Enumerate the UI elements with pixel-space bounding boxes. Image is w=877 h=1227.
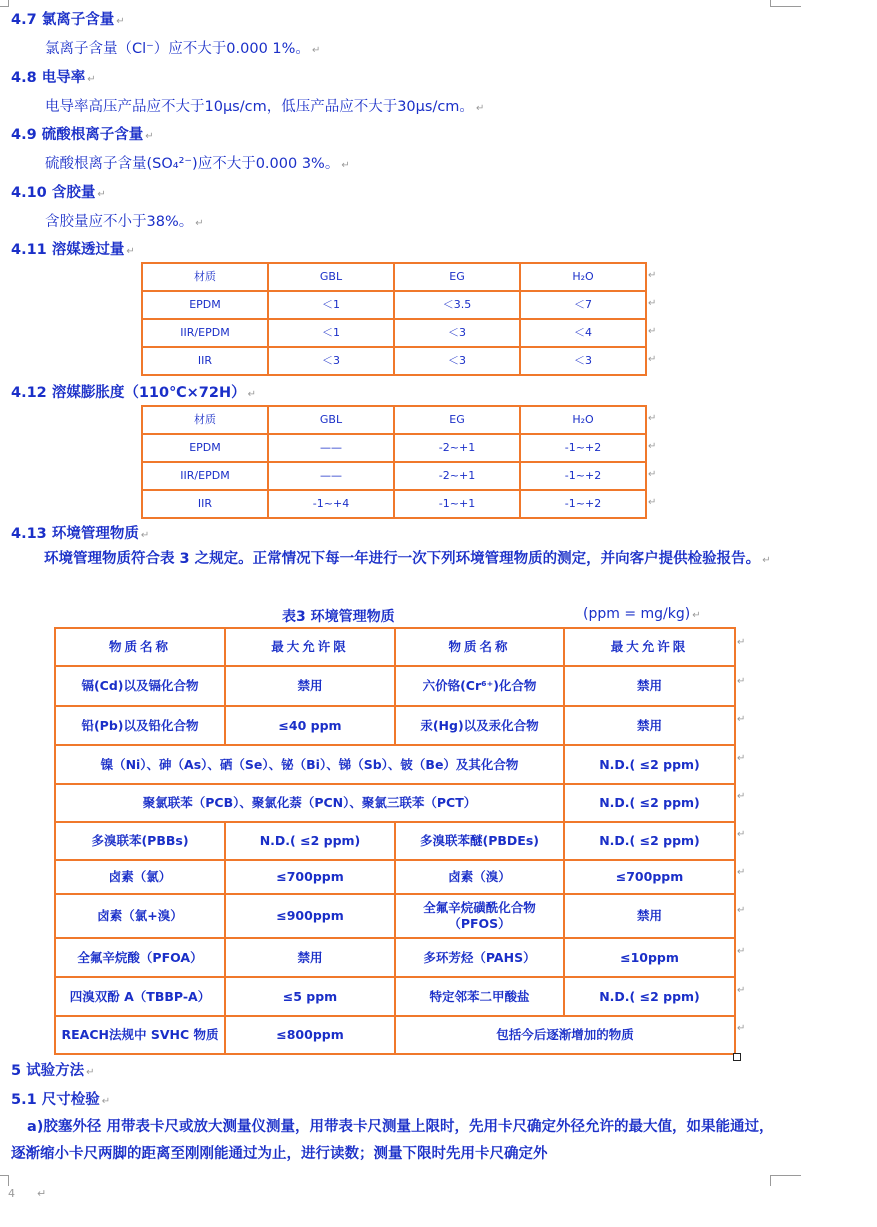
table-cell: 全氟辛烷酸（PFOA） (55, 938, 225, 977)
table-cell: ＜3 (268, 347, 394, 375)
table-cell: 四溴双酚 A（TBBP-A） (55, 977, 225, 1016)
table-cell: —— (268, 462, 394, 490)
section-heading-5 (11, 1061, 95, 1083)
heading-text: 4.13 环境管理物质 (11, 526, 139, 542)
row-end-mark: ↵ (648, 441, 657, 452)
paragraph-mark: ↵ (341, 160, 350, 171)
paragraph-mark: ↵ (140, 530, 150, 541)
table-cell: GBL (268, 406, 394, 434)
table-cell: 汞(Hg)以及汞化合物 (395, 706, 564, 745)
page-corner-mark (770, 1175, 801, 1186)
table-cell: IIR/EPDM (142, 319, 268, 347)
table-cell: ＜3 (520, 347, 646, 375)
table-row (142, 462, 646, 490)
table-cell: 镉(Cd)以及镉化合物 (55, 666, 225, 706)
paragraph-mark: ↵ (87, 74, 96, 85)
paragraph-mark: ↵ (311, 45, 321, 56)
table-cell: -2~+1 (394, 434, 520, 462)
table-cell: ≤800ppm (225, 1016, 395, 1054)
table-row (142, 434, 646, 462)
paragraph-mark: ↵ (762, 555, 771, 566)
table-row (142, 319, 646, 347)
row-end-mark: ↵ (737, 676, 746, 687)
table-cell: 多溴联苯(PBBs) (55, 822, 225, 860)
table-row (142, 347, 646, 375)
conductivity-text (45, 97, 484, 119)
heading-text: 4.10 含胶量 (11, 185, 96, 201)
header-cell: 最大允许限 (225, 628, 395, 666)
table-cell: -1~+2 (520, 490, 646, 518)
paragraph-mark: ↵ (692, 610, 701, 621)
paragraph-mark: ↵ (116, 16, 125, 27)
table-cell: 禁用 (564, 706, 735, 745)
header-cell: 物质名称 (55, 628, 225, 666)
chloride-text (45, 39, 320, 61)
sulfate-text (45, 154, 350, 176)
solvent-permeation-table (141, 262, 647, 376)
table-cell: H₂O (520, 263, 646, 291)
row-end-mark: ↵ (648, 354, 657, 365)
table-cell: EG (394, 406, 520, 434)
table-unit (583, 606, 701, 622)
table-cell: ＜3 (394, 319, 520, 347)
table-header-row (55, 628, 735, 666)
table-row (55, 784, 735, 822)
paragraph-mark: ↵ (195, 218, 204, 229)
row-end-mark: ↵ (737, 637, 746, 648)
page-number-text: 4 (8, 1187, 15, 1200)
table-cell: 多环芳烃（PAHS） (395, 938, 564, 977)
page-number (8, 1187, 46, 1200)
header-cell: 物质名称 (395, 628, 564, 666)
table-cell: 镍（Ni）、砷（As）、硒（Se）、铋（Bi）、锑（Sb）、铍（Be）及其化合物 (55, 745, 564, 784)
heading-text: 4.9 硫酸根离子含量 (11, 127, 144, 143)
body-text: 含胶量应不小于38%。 (45, 214, 194, 230)
table-cell: N.D.( ≤2 ppm) (564, 977, 735, 1016)
table-cell: N.D.( ≤2 ppm) (564, 745, 735, 784)
table-cell: 聚氯联苯（PCB）、聚氯化萘（PCN）、聚氯三联苯（PCT） (55, 784, 564, 822)
table-cell: IIR (142, 347, 268, 375)
row-end-mark: ↵ (737, 946, 746, 957)
paragraph-mark: ↵ (37, 1187, 47, 1200)
environment-substances-table (54, 627, 736, 1055)
dimension-test-paragraph (11, 1114, 781, 1168)
table-cell: EPDM (142, 434, 268, 462)
table-cell: EG (394, 263, 520, 291)
table-row (55, 745, 735, 784)
paragraph-mark: ↵ (145, 131, 154, 142)
table-cell: ≤900ppm (225, 894, 395, 938)
table-cell: -1~+4 (268, 490, 394, 518)
row-end-mark: ↵ (648, 497, 657, 508)
table-cell: 禁用 (225, 666, 395, 706)
row-end-mark: ↵ (737, 867, 746, 878)
body-text: 电导率高压产品应不大于10μs/cm，低压产品应不大于30μs/cm。 (45, 99, 474, 115)
body-text: a)胶塞外径 用带表卡尺或放大测量仪测量，用带表卡尺测量上限时，先用卡尺确定外径允许的最大值，如果能通过，逐渐缩小卡尺两脚的距离至刚刚能通过为止，进行读数；测量下限时先用卡尺确定外 (11, 1119, 774, 1162)
table-cell: 包括今后逐渐增加的物质 (395, 1016, 735, 1054)
row-end-mark: ↵ (737, 985, 746, 996)
table-cell: ＜3.5 (394, 291, 520, 319)
gel-content-text (45, 212, 204, 234)
heading-text: 4.11 溶媒透过量 (11, 242, 125, 258)
table-row (142, 406, 646, 434)
heading-text: 5 试验方法 (11, 1063, 85, 1079)
table-cell: 卤素（溴） (395, 860, 564, 894)
row-end-mark: ↵ (737, 905, 746, 916)
table-cell: ＜4 (520, 319, 646, 347)
table-cell: ＜1 (268, 319, 394, 347)
heading-text: 4.8 电导率 (11, 70, 86, 86)
section-heading-4-10 (11, 183, 106, 205)
table-row (55, 666, 735, 706)
section-heading-4-11 (11, 240, 135, 262)
row-end-mark: ↵ (648, 326, 657, 337)
table-cell: ≤40 ppm (225, 706, 395, 745)
table-cell: ≤700ppm (225, 860, 395, 894)
table-cell: ≤700ppm (564, 860, 735, 894)
table-row (142, 490, 646, 518)
table-cell: 卤素（氯+溴） (55, 894, 225, 938)
heading-text: 5.1 尺寸检验 (11, 1092, 100, 1108)
section-heading-4-13 (11, 524, 149, 546)
table-row (55, 822, 735, 860)
table-cell: IIR (142, 490, 268, 518)
paragraph-mark: ↵ (126, 246, 135, 257)
table-row (55, 894, 735, 938)
row-end-mark: ↵ (648, 469, 657, 480)
heading-text: 4.7 氯离子含量 (11, 12, 115, 28)
table-cell: REACH法规中 SVHC 物质 (55, 1016, 225, 1054)
table-row (55, 860, 735, 894)
table-cell: 多溴联苯醚(PBDEs) (395, 822, 564, 860)
table-cell: -2~+1 (394, 462, 520, 490)
table-cell: N.D.( ≤2 ppm) (225, 822, 395, 860)
row-end-mark: ↵ (737, 829, 746, 840)
table-row (142, 263, 646, 291)
heading-text: 4.12 溶媒膨胀度（110℃×72H） (11, 385, 246, 401)
table-row (55, 977, 735, 1016)
paragraph-mark: ↵ (475, 103, 485, 114)
table-cell: 全氟辛烷磺酰化合物（PFOS） (395, 894, 564, 938)
table-cell: ＜3 (394, 347, 520, 375)
table-row (55, 706, 735, 745)
unit-text: (ppm = mg/kg) (583, 606, 691, 622)
table-cell: —— (268, 434, 394, 462)
header-cell: 最大允许限 (564, 628, 735, 666)
row-end-mark: ↵ (737, 1023, 746, 1034)
row-end-mark: ↵ (737, 791, 746, 802)
table-cell: 禁用 (564, 666, 735, 706)
table-cell: -1~+1 (394, 490, 520, 518)
table-caption: 表3 环境管理物质 (282, 609, 395, 625)
section-heading-4-9 (11, 125, 154, 147)
body-text: 氯离子含量（Cl⁻）应不大于0.000 1%。 (45, 41, 310, 57)
table-cell: 材质 (142, 406, 268, 434)
paragraph-mark: ↵ (97, 189, 106, 200)
table-cell: 禁用 (564, 894, 735, 938)
table-cell: 特定邻苯二甲酸盐 (395, 977, 564, 1016)
table-cell: 禁用 (225, 938, 395, 977)
row-end-mark: ↵ (737, 714, 746, 725)
row-end-mark: ↵ (737, 753, 746, 764)
table-cell: EPDM (142, 291, 268, 319)
table-cell: -1~+2 (520, 434, 646, 462)
row-end-mark: ↵ (648, 298, 657, 309)
table-cell: -1~+2 (520, 462, 646, 490)
row-end-mark: ↵ (648, 413, 657, 424)
table-cell: N.D.( ≤2 ppm) (564, 822, 735, 860)
page-corner-mark (0, 1175, 9, 1186)
table-cell: N.D.( ≤2 ppm) (564, 784, 735, 822)
section-heading-4-8 (11, 68, 96, 90)
solvent-swelling-table (141, 405, 647, 519)
table-row (142, 291, 646, 319)
table-cell: IIR/EPDM (142, 462, 268, 490)
table-row (55, 938, 735, 977)
table-resize-handle[interactable] (733, 1053, 741, 1061)
table-cell: GBL (268, 263, 394, 291)
table-cell: ＜7 (520, 291, 646, 319)
paragraph-mark: ↵ (247, 389, 257, 400)
page-corner-mark (770, 0, 801, 7)
body-text: 环境管理物质符合表 3 之规定。正常情况下每一年进行一次下列环境管理物质的测定，并向客户提供检验报告。 (44, 551, 761, 567)
table-cell: 卤素（氯） (55, 860, 225, 894)
table-cell: H₂O (520, 406, 646, 434)
row-end-mark: ↵ (648, 270, 657, 281)
section-heading-5-1 (11, 1090, 110, 1112)
table-cell: ＜1 (268, 291, 394, 319)
section-heading-4-7 (11, 10, 125, 32)
table-row (55, 1016, 735, 1054)
table-cell: ≤10ppm (564, 938, 735, 977)
paragraph-mark: ↵ (86, 1067, 95, 1078)
page-corner-mark (0, 0, 9, 7)
paragraph-mark: ↵ (101, 1096, 111, 1107)
table-cell: 六价铬(Cr⁶⁺)化合物 (395, 666, 564, 706)
table-cell: ≤5 ppm (225, 977, 395, 1016)
section-heading-4-12 (11, 383, 256, 405)
table-cell: 材质 (142, 263, 268, 291)
body-text: 硫酸根离子含量(SO₄²⁻)应不大于0.000 3%。 (45, 156, 340, 172)
environment-paragraph (11, 546, 781, 574)
table-cell: 铅(Pb)以及铅化合物 (55, 706, 225, 745)
